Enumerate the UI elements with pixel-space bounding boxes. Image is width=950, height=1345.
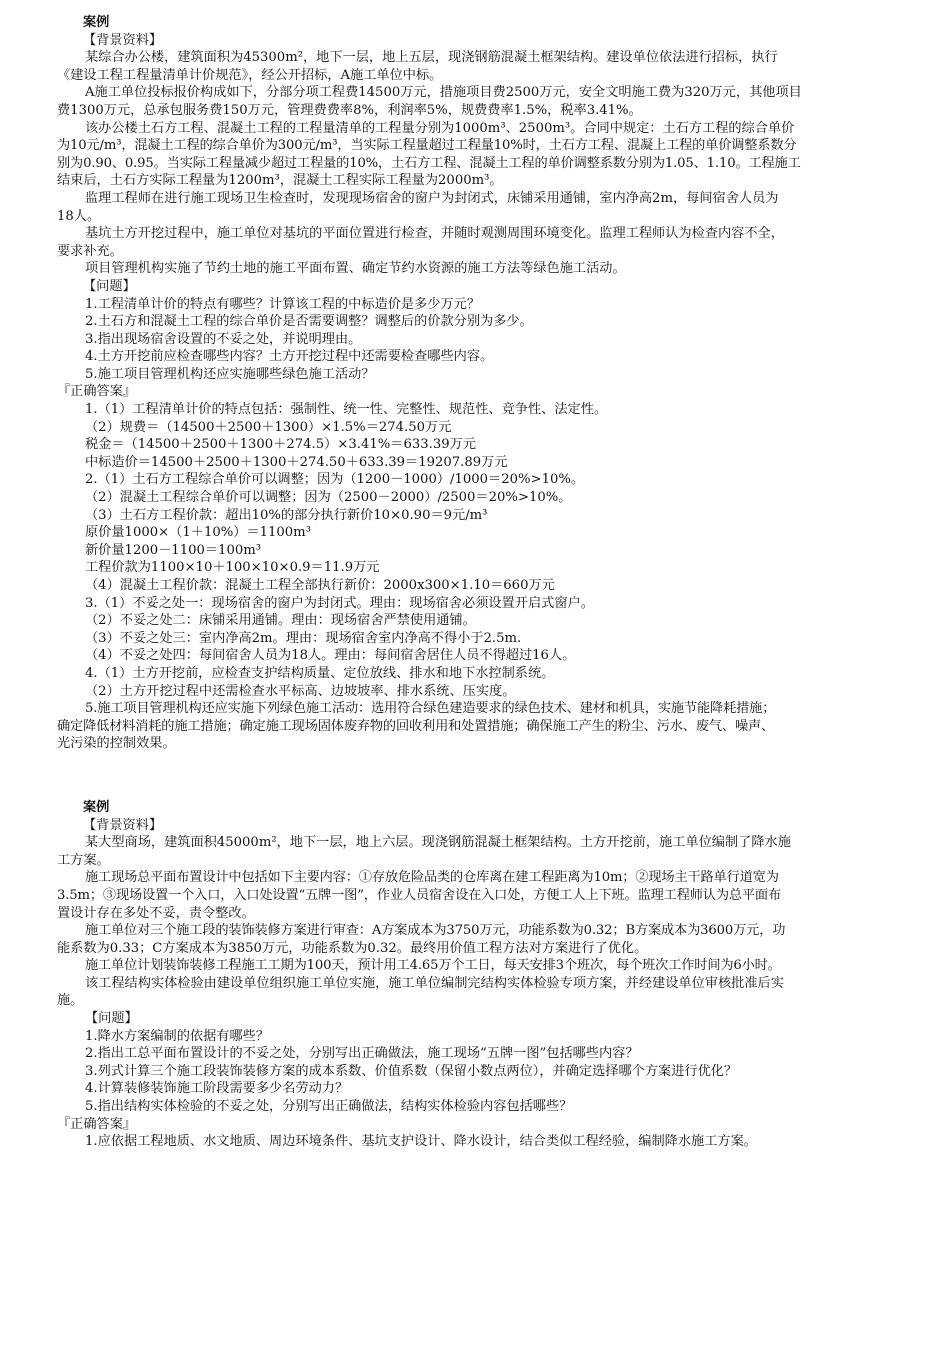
case1-bg-line: 18人。 bbox=[57, 208, 101, 224]
case2-title: 案例 bbox=[83, 799, 110, 815]
case1-answer: （2）不妥之处二：床铺采用通铺。理由：现场宿舍严禁使用通铺。 bbox=[85, 613, 476, 629]
case1-answer: 2.（1）土石方工程综合单价可以调整；因为（1200－1000）/1000＝20%>10%。 bbox=[85, 472, 585, 488]
case1-bg-line: 《建设工程工程量清单计价规范》，经公开招标，A施工单位中标。 bbox=[57, 67, 443, 83]
case2-bg-line: 施工单位对三个施工段的装饰装修方案进行审查：A方案成本为3750万元，功能系数为0.32；B方案成本为3600万元，功 bbox=[85, 923, 786, 939]
case1-bg-line: 基坑土方开挖过程中，施工单位对基坑的平面位置进行检查，并随时观测周围环境变化。监理工程师认为检查内容不全， bbox=[85, 226, 784, 242]
case2-bg-line: 3.5m；③现场设置一个入口，入口处设置“五牌一图”，作业人员宿舍设在入口处，方便工人上下班。监理工程师认为总平面布 bbox=[57, 887, 782, 903]
document-page bbox=[57, 14, 893, 1151]
case1-bg-line: A施工单位投标报价构成如下，分部分项工程费14500万元，措施项目费2500万元，安全文明施工费为320万元，其他项目 bbox=[85, 85, 802, 101]
case1-answer: 新价量1200－1100＝100m³ bbox=[85, 542, 262, 558]
case1-answer: 光污染的控制效果。 bbox=[57, 736, 176, 752]
case2-question: 5.指出结构实体检验的不妥之处，分别写出正确做法，结构实体检验内容包括哪些？ bbox=[85, 1099, 573, 1115]
case1-question-header: 【问题】 bbox=[83, 278, 136, 294]
case1-answer: 工程价款为1100×10＋100×10×0.9＝11.9万元 bbox=[85, 560, 380, 576]
case1-answer: 中标造价＝14500＋2500＋1300＋274.50＋633.39＝19207.89万元 bbox=[85, 454, 508, 470]
case2-question: 4.计算装修装饰施工阶段需要多少名劳动力？ bbox=[85, 1081, 349, 1097]
case1-answer: （4）不妥之处四：每间宿舍人员为18人。理由：每间宿舍居住人员不得超过16人。 bbox=[85, 648, 576, 664]
case2-bg-line: 施工单位计划装饰装修工程施工工期为100天，预计用工4.65万个工日，每天安排3个班次，每个班次工作时间为6小时。 bbox=[85, 958, 781, 974]
case1-question: 4.土方开挖前应检查哪些内容？土方开挖过程中还需要检查哪些内容。 bbox=[85, 349, 494, 365]
case2-bg-line: 工方案。 bbox=[57, 852, 110, 868]
case1-background-header: 【背景资料】 bbox=[83, 32, 163, 48]
case1-answer: 1.（1）工程清单计价的特点包括：强制性、统一性、完整性、规范性、竞争性、法定性。 bbox=[85, 402, 608, 418]
case1-answer-header: 『正确答案』 bbox=[57, 384, 137, 400]
case2-bg-line: 该工程结构实体检验由建设单位组织施工单位实施，施工单位编制完结构实体检验专项方案，并经建设单位审核批准后实 bbox=[85, 975, 784, 991]
case1-question: 5.施工项目管理机构还应实施哪些绿色施工活动？ bbox=[85, 366, 375, 382]
case1-answer: （2）规费＝（14500＋2500＋1300）×1.5%＝274.50万元 bbox=[85, 419, 452, 435]
case1-answer: 3.（1）不妥之处一：现场宿舍的窗户为封闭式。理由：现场宿舍必须设置开启式窗户。 bbox=[85, 595, 594, 611]
case2-bg-line: 能系数为0.33；C方案成本为3850万元，功能系数为0.32。最终用价值工程方法对方案进行了优化。 bbox=[57, 940, 648, 956]
case1-bg-line: 监理工程师在进行施工现场卫生检查时，发现现场宿舍的窗户为封闭式，床铺采用通铺，室内净高2m，每间宿舍人员为 bbox=[85, 190, 779, 206]
case2-bg-line: 施工现场总平面布置设计中包括如下主要内容：①存放危险品类的仓库离在建工程距离为10m；②现场主干路单行道宽为 bbox=[85, 870, 779, 886]
case1-question: 2.土石方和混凝土工程的综合单价是否需要调整？调整后的价款分别为多少。 bbox=[85, 314, 533, 330]
case1-answer: （2）混凝土工程综合单价可以调整；因为（2500－2000）/2500＝20%>10%。 bbox=[85, 490, 572, 506]
case1-answer: 税金＝（14500＋2500＋1300＋274.5）×3.41%＝633.39万元 bbox=[85, 437, 476, 453]
case1-bg-line: 结束后，土石方实际工程量为1200m³，混凝土工程实际工程量为2000m³。 bbox=[57, 173, 503, 189]
case2-bg-line: 置设计存在多处不妥，责令整改。 bbox=[57, 905, 255, 921]
case1-bg-line: 要求补充。 bbox=[57, 243, 123, 259]
case1-title: 案例 bbox=[83, 15, 110, 30]
case1-question: 3.指出现场宿舍设置的不妥之处，并说明理由。 bbox=[85, 331, 362, 347]
case1-answer: 确定降低材料消耗的施工措施；确定施工现场固体废弃物的回收利用和处置措施；确保施工产生的粉尘、污水、废气、噪声、 bbox=[57, 718, 775, 734]
case2-background-header: 【背景资料】 bbox=[83, 817, 163, 833]
case2-bg-line: 某大型商场，建筑面积45000m²，地下一层，地上六层。现浇钢筋混凝土框架结构。土方开挖前，施工单位编制了降水施 bbox=[85, 835, 791, 851]
case1-answer: （2）土方开挖过程中还需检查水平标高、边坡坡率、排水系统、压实度。 bbox=[85, 683, 516, 699]
case1-bg-line: 别为0.90、0.95。当实际工程量减少超过工程量的10%，土石方工程、混凝土工程的单价调整系数分别为1.05、1.10。工程施工 bbox=[57, 155, 801, 171]
case1-answer: （3）土石方工程价款：超出10%的部分执行新价10×0.90＝9元/m³ bbox=[85, 507, 488, 523]
case1-answer: （3）不妥之处三：室内净高2m。理由：现场宿舍室内净高不得小于2.5m. bbox=[85, 630, 522, 646]
case2-bg-line: 施。 bbox=[57, 993, 84, 1009]
case1-answer: 4.（1）土方开挖前，应检查支护结构质量、定位放线、排水和地下水控制系统。 bbox=[85, 665, 555, 681]
case1-bg-line: 项目管理机构实施了节约土地的施工平面布置、确定节约水资源的施工方法等绿色施工活动。 bbox=[85, 261, 626, 277]
case2-question-header: 【问题】 bbox=[85, 1011, 138, 1027]
case1-answer: （4）混凝土工程价款：混凝土工程全部执行新价：2000x300×1.10＝660万元 bbox=[85, 578, 555, 593]
case2-question: 2.指出工总平面布置设计的不妥之处，分别写出正确做法，施工现场“五牌一图”包括哪些内容？ bbox=[85, 1046, 639, 1062]
section-spacer bbox=[57, 753, 893, 799]
case2-answer-header: 『正确答案』 bbox=[57, 1116, 137, 1132]
case1-bg-line: 该办公楼土石方工程、混凝土工程的工程量清单的工程量分别为1000m³、2500m³。合同中规定：土石方工程的综合单价 bbox=[85, 120, 795, 136]
case2-answer: 1.应依据工程地质、水文地质、周边环境条件、基坑支护设计、降水设计，结合类似工程经验，编制降水施工方案。 bbox=[85, 1134, 757, 1150]
case1-answer: 原价量1000×（1＋10%）＝1100m³ bbox=[85, 525, 311, 541]
case1-bg-line: 某综合办公楼，建筑面积为45300m²，地下一层，地上五层，现浇钢筋混凝土框架结构。建设单位依法进行招标，执行 bbox=[85, 50, 778, 66]
case1-bg-line: 为10元/m³，混凝土工程的综合单价为300元/m³，当实际工程量超过工程量10%时，土石方工程、混凝上工程的单价调整系数分 bbox=[57, 138, 797, 154]
case2-question: 3.列式计算三个施工段装饰装修方案的成本系数、价值系数（保留小数点两位），并确定选择哪个方案进行优化？ bbox=[85, 1063, 738, 1079]
case1-bg-line: 费1300万元，总承包服务费150万元，管理费费率8%，利润率5%，规费费率1.5%，税率3.41%。 bbox=[57, 102, 642, 118]
case1-answer: 5.施工项目管理机构还应实施下列绿色施工活动：选用符合绿色建造要求的绿色技术、建材和机具，实施节能降耗措施； bbox=[85, 701, 776, 717]
case1-question: 1.工程清单计价的特点有哪些？计算该工程的中标造价是多少万元？ bbox=[85, 296, 481, 312]
case2-question: 1.降水方案编制的依据有哪些？ bbox=[85, 1028, 270, 1044]
